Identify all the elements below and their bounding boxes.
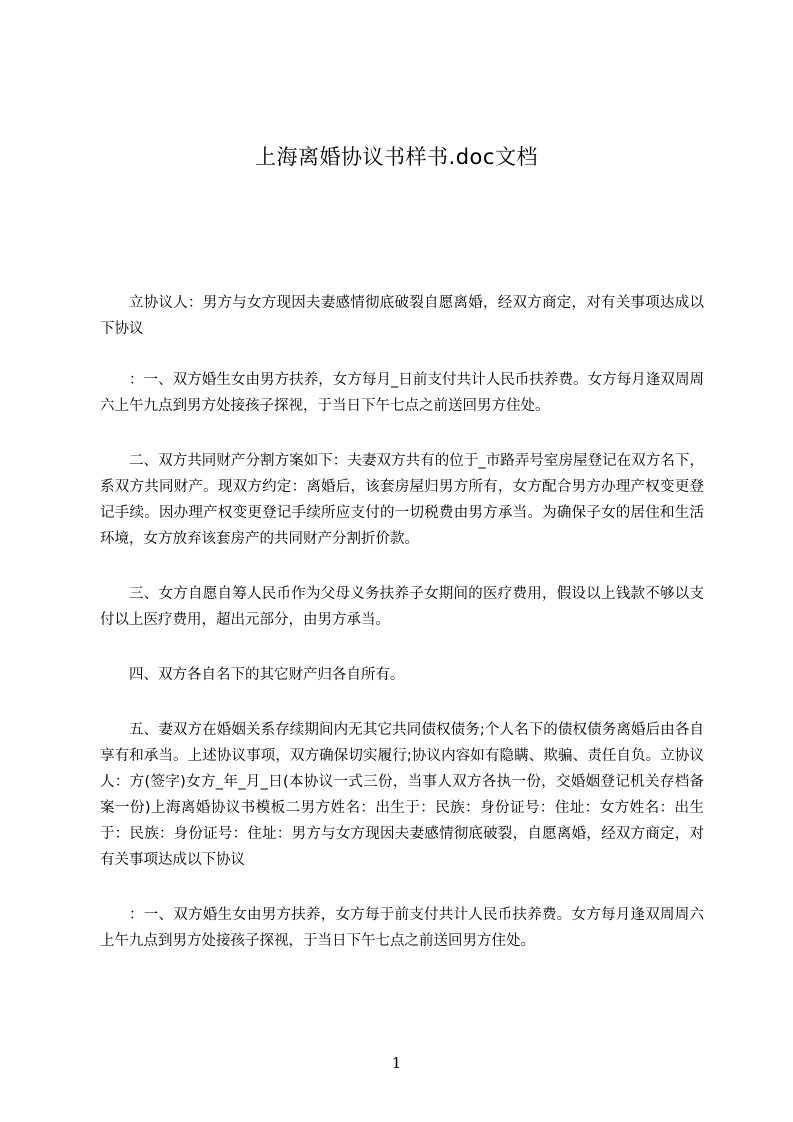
document-body <box>100 290 704 983</box>
paragraph-clause-property-division: 二、双方共同财产分割方案如下：夫妻双方共有的位于_市路弄号室房屋登记在双方名下，系双方共同财产。现双方约定：离婚后，该套房屋归男方所有，女方配合男方办理产权变更登记手续。因办理产权变更登记手续所应支付的一切税费由男方承当。为确保子女的居住和生活环境，女方放弃该套房产的共同财产分割折价款。 <box>100 453 704 547</box>
page-number: 1 <box>391 1054 402 1072</box>
paragraph-clause-debts-and-template: 五、妻双方在婚姻关系存续期间内无其它共同债权债务;个人名下的债权债务离婚后由各自享有和承当。上述协议事项，双方确保切实履行;协议内容如有隐瞒、欺骗、责任自负。立协议人：方(签字)女方_年_月_日(本协议一式三份，当事人双方各执一份，交婚姻登记机关存档备案一份)上海离婚协议书模板二男方姓名：出生于：民族：身份证号：住址：女方姓名：出生于：民族：身份证号：住址：男方与女方现因夫妻感情彻底破裂，自愿离婚，经双方商定，对有关事项达成以下协议 <box>100 722 704 868</box>
document-title: 上海离婚协议书样书.doc文档 <box>255 145 538 169</box>
paragraph-clause-child-custody: ：一、双方婚生女由男方扶养，女方每月_日前支付共计人民币扶养费。女方每月逢双周周六上午九点到男方处接孩子探视，于当日下午七点之前送回男方住处。 <box>100 372 704 414</box>
paragraph-clause-other-property: 四、双方各自名下的其它财产归各自所有。 <box>129 667 405 683</box>
paragraph-clause-medical-expenses: 三、女方自愿自筹人民币作为父母义务扶养子女期间的医疗费用，假设以上钱款不够以支付以上医疗费用，超出元部分，由男方承当。 <box>100 586 704 628</box>
paragraph-clause-child-custody-repeat: ：一、双方婚生女由男方扶养，女方每于前支付共计人民币扶养费。女方每月逢双周周六上午九点到男方处接孩子探视，于当日下午七点之前送回男方住处。 <box>100 907 704 949</box>
paragraph-preamble: 立协议人：男方与女方现因夫妻感情彻底破裂自愿离婚，经双方商定，对有关事项达成以下协议 <box>100 295 704 337</box>
